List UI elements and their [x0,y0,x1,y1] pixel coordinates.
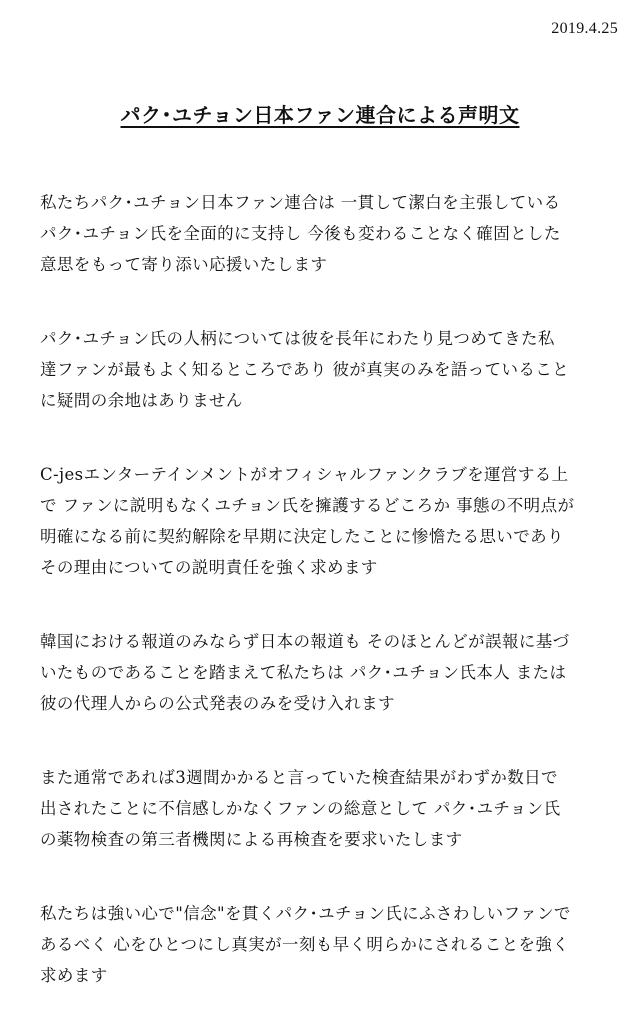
document-date: 2019.4.25 [551,20,618,37]
paragraph-line: その理由についての説明責任を強く求めます [40,558,378,577]
paragraph-line: 達ファンが最もよく知るところであり 彼が真実のみを語っていること [40,360,570,379]
paragraph-line: パク･ユチョン氏を全面的に支持し 今後も変わることなく確固とした [40,224,561,243]
paragraph-closing [40,898,620,991]
document-title-wrapper [0,99,640,128]
paragraph-line: あるべく 心をひとつにし真実が一刻も早く明らかにされることを強く [40,935,570,954]
paragraph-line: 韓国における報道のみならず日本の報道も そのほとんどが誤報に基づ [40,632,570,651]
paragraph-line: パク･ユチョン氏の人柄については彼を長年にわたり見つめてきた私 [40,329,555,348]
document-title: パク･ユチョン日本ファン連合による声明文 [120,103,520,127]
document-body [40,187,620,1034]
paragraph-line: いたものであることを踏まえて私たちは パク･ユチョン氏本人 または [40,663,567,682]
paragraph-line: 求めます [40,966,108,985]
paragraph-line: 私たちは強い心で"信念"を貫くパク･ユチョン氏にふさわしいファンで [40,904,571,923]
paragraph-line: 私たちパク･ユチョン日本ファン連合は 一貫して潔白を主張している [40,193,561,212]
paragraph-line: 明確になる前に契約解除を早期に決定したことに惨憺たる思いであり [40,527,564,546]
paragraph-line: で ファンに説明もなくユチョン氏を擁護するどころか 事態の不明点が [40,496,575,515]
paragraph-line: 彼の代理人からの公式発表のみを受け入れます [40,694,395,713]
paragraph-media [40,626,620,719]
paragraph-line: に疑問の余地はありません [40,391,243,410]
paragraph-character [40,323,620,416]
paragraph-retest [40,762,620,855]
paragraph-agency [40,459,620,583]
paragraph-line: 意思をもって寄り添い応援いたします [40,255,328,274]
paragraph-line: また通常であれば3週間かかると言っていた検査結果がわずか数日で [40,768,558,787]
paragraph-support [40,187,620,280]
paragraph-line: C-jesエンターテインメントがオフィシャルファンクラブを運営する上 [40,465,569,484]
paragraph-line: 出されたことに不信感しかなくファンの総意として パク･ユチョン氏 [40,799,561,818]
paragraph-line: の薬物検査の第三者機関による再検査を要求いたします [40,830,463,849]
